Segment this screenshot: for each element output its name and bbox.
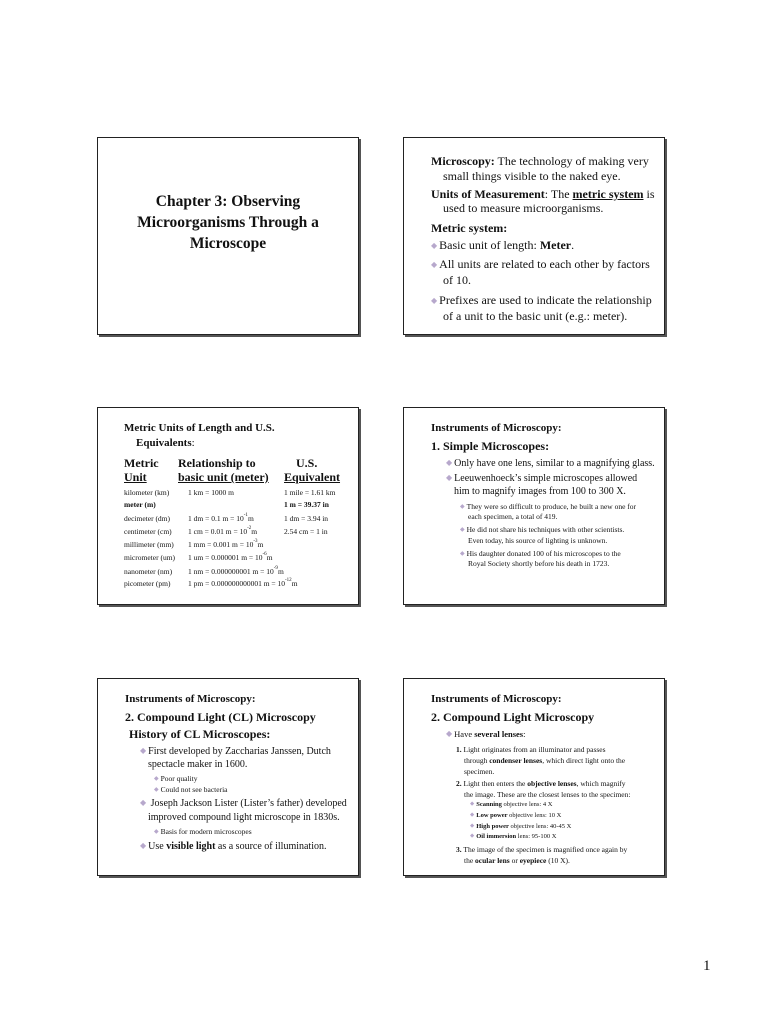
bullet: ◆ Joseph Jackson Lister (Lister’s father) developed <box>140 798 347 809</box>
numbered-item: 1. Light originates from an illuminator and passes <box>456 745 606 754</box>
sub-bullet: ◆ Oil immersion lens: 95-100 X <box>470 833 557 840</box>
table-row: kilometer (km) <box>124 488 170 497</box>
diamond-bullet-icon: ◆ <box>470 812 475 818</box>
table-row: picometer (pm) <box>124 579 171 588</box>
slide-5: Instruments of Microscopy: 2. Compound Light (CL) Microscopy History of CL Microscopes: ◆ First developed by Zaccharias Janssen, Dutch spectacle maker in 1600. ◆ Poor quality ◆ Could not see bacteria ◆ Joseph Jackson Lister (Lister’s father) developed improved compound light microscope in 1830s. ◆ Basis for modern microscopes ◆ Use visible light as a source of illumination. <box>97 678 359 876</box>
table-row: millimeter (mm) <box>124 540 174 549</box>
diamond-bullet-icon: ◆ <box>470 833 475 839</box>
slide-4-title: Instruments of Microscopy: <box>431 422 562 434</box>
sub-bullet: ◆ High power objective lens: 40-45 X <box>470 823 572 830</box>
slide-2: Microscopy: The technology of making very small things visible to the naked eye. Units of Measurement: The metric system is used to measure microorganisms. Metric system: ◆ Basic unit of length: Meter. ◆ All units are related to each other by factors of 10. ◆ Prefixes are used to indicate the relationship of a unit to the basic unit (e.g.: meter). <box>403 137 665 335</box>
slide-1 <box>97 137 359 335</box>
diamond-bullet-icon: ◆ <box>154 829 159 835</box>
table-row: centimeter (cm) <box>124 527 172 536</box>
diamond-bullet-icon: ◆ <box>470 801 475 807</box>
diamond-bullet-icon: ◆ <box>140 798 147 807</box>
table-row: micrometer (um) <box>124 553 176 562</box>
sub-bullet: ◆ Low power objective lens: 10 X <box>470 812 562 819</box>
diamond-bullet-icon: ◆ <box>431 296 438 305</box>
diamond-bullet-icon: ◆ <box>460 504 465 510</box>
page-number: 1 <box>703 958 711 974</box>
slide-6-title: Instruments of Microscopy: <box>431 693 562 705</box>
slide-1-title: Chapter 3: Observing Microorganisms Through a Microscope <box>137 193 319 252</box>
diamond-bullet-icon: ◆ <box>460 527 465 533</box>
diamond-bullet-icon: ◆ <box>460 551 465 557</box>
slide-5-title: Instruments of Microscopy: <box>125 693 256 705</box>
bullet: ◆ Use visible light as a source of illumination. <box>140 841 327 852</box>
diamond-bullet-icon: ◆ <box>140 746 147 755</box>
bullet: ◆ Basic unit of length: Meter. <box>431 238 575 252</box>
sub-bullet: ◆ Could not see bacteria <box>154 785 228 794</box>
table-row: nanometer (nm) <box>124 567 173 576</box>
col-header-us: U.S. <box>296 456 318 470</box>
sub-bullet: ◆ They were so difficult to produce, he built a new one for <box>460 502 637 511</box>
bullet: ◆ All units are related to each other by factors <box>431 257 650 271</box>
diamond-bullet-icon: ◆ <box>140 841 147 850</box>
metric-heading: Metric system: <box>431 221 508 235</box>
sub-bullet: ◆ Scanning objective lens: 4 X <box>470 801 553 808</box>
diamond-bullet-icon: ◆ <box>431 241 438 250</box>
slide-3: Metric Units of Length and U.S. Equivalents: Metric Unit Relationship to basic unit (meter) U.S. Equivalent kilometer (km) 1 km = 1000 m 1 mile = 1.61 km meter (m) 1 m = 39.37 in decimeter (dm) 1 dm = 0.1 $m = 10^{-1}m$ 1 dm = 3.94 in centimeter (cm) 1 cm = 0.01 $m = 10^{-2}m$ 2.54 cm = 1 in millimeter (mm) 1 mm = 0.001 $m = 10^{-3}m$ micrometer (um) 1 um = 0.000001 $m = 10^{-6}m$ nanometer (nm) 1 nm = 0.000000001 $m = 10^{-9}m$ picometer (pm) 1 pm = 0.000000000001 $m = 10^{-12}m$ <box>97 407 359 605</box>
sub-bullet: ◆ His daughter donated 100 of his microscopes to the <box>460 549 621 558</box>
bullet: ◆ Only have one lens, similar to a magnifying glass. <box>446 458 655 469</box>
table-row: decimeter (dm) <box>124 514 171 523</box>
bullet: ◆ Prefixes are used to indicate the relationship <box>431 293 652 307</box>
bullet: ◆ Have several lenses: <box>446 729 526 739</box>
sub-bullet: ◆ Basis for modern microscopes <box>154 827 252 836</box>
units-definition: Units of Measurement: The metric system is <box>431 187 655 201</box>
slide-4: Instruments of Microscopy: 1. Simple Microscopes: ◆ Only have one lens, similar to a magnifying glass. ◆ Leeuwenhoeck’s simple microscopes allowed him to magnify images from 100 to 300 X. ◆ They were so difficult to produce, he built a new one for each specimen, a total of 419. ◆ He did not share his techniques with other scientists. Even today, his source of lighting is unknown. ◆ His daughter donated 100 of his microscopes to the Royal Society shortly before his death in 1723. <box>403 407 665 605</box>
numbered-item: 3. The image of the specimen is magnified once again by <box>456 845 628 854</box>
diamond-bullet-icon: ◆ <box>446 729 453 738</box>
numbered-item: 2. Light then enters the objective lenses, which magnify <box>456 779 626 788</box>
col-header-relationship: Relationship to <box>178 456 256 470</box>
bullet: ◆ Leeuwenhoeck’s simple microscopes allowed <box>446 473 638 484</box>
diamond-bullet-icon: ◆ <box>154 776 159 782</box>
diamond-bullet-icon: ◆ <box>154 787 159 793</box>
microscopy-definition: Microscopy: The technology of making very <box>431 154 649 168</box>
diamond-bullet-icon: ◆ <box>431 260 438 269</box>
diamond-bullet-icon: ◆ <box>470 823 475 829</box>
table-row: meter (m) <box>124 500 156 509</box>
diamond-bullet-icon: ◆ <box>446 458 453 467</box>
diamond-bullet-icon: ◆ <box>446 473 453 482</box>
slide-3-title: Metric Units of Length and U.S. <box>124 422 275 434</box>
sub-bullet: ◆ He did not share his techniques with other scientists. <box>460 525 625 534</box>
col-header-metric: Metric <box>124 456 159 470</box>
bullet: ◆ First developed by Zaccharias Janssen, Dutch <box>140 746 331 757</box>
slide-6: Instruments of Microscopy: 2. Compound Light Microscopy ◆ Have several lenses: 1. Light originates from an illuminator and passes through condenser lenses, which direct light onto the specimen. 2. Light then enters the objective lenses, which magnify the image. These are the closest lenses to the specimen: ◆ Scanning objective lens: 4 X ◆ Low power objective lens: 10 X ◆ High power objective lens: 40-45 X ◆ Oil immersion lens: 95-100 X 3. The image of the specimen is magnified once again by the ocular lens or eyepiece (10 X). <box>403 678 665 876</box>
sub-bullet: ◆ Poor quality <box>154 774 198 783</box>
